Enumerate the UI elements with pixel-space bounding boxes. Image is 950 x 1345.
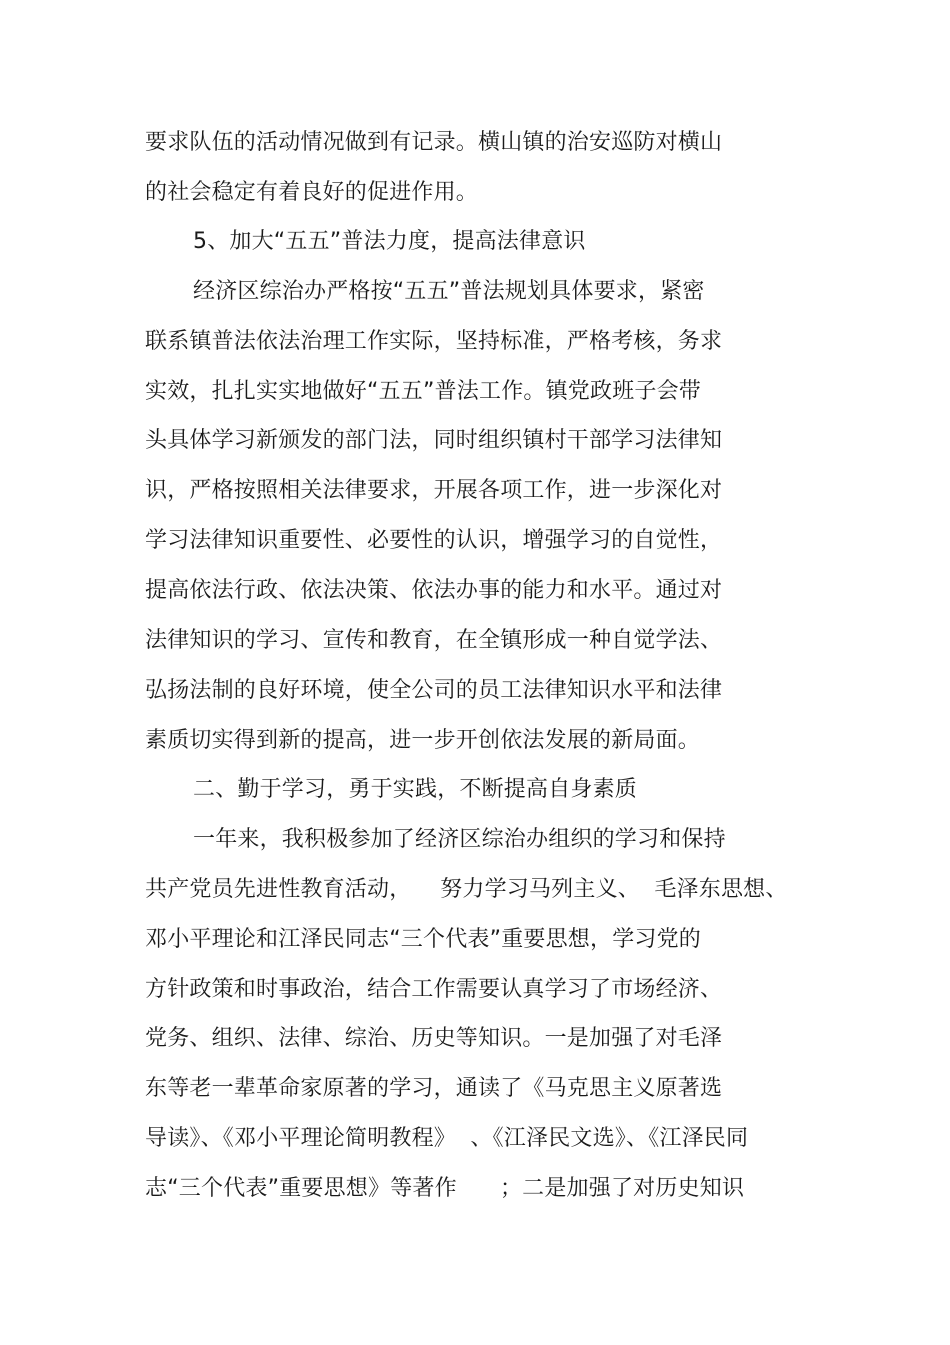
text-line: 党务、组织、法律、综治、历史等知识。一是加强了对毛泽 bbox=[145, 1026, 723, 1051]
section-heading: 5、加大“五五”普法力度，提高法律意识 bbox=[193, 229, 586, 254]
text-line: 学习法律知识重要性、必要性的认识，增强学习的自觉性， bbox=[145, 528, 723, 553]
text-line: 邓小平理论和江泽民同志“三个代表”重要思想，学习党的 bbox=[145, 927, 701, 952]
text-line: 的社会稳定有着良好的促进作用。 bbox=[145, 180, 479, 205]
text-line: 方针政策和时事政治，结合工作需要认真学习了市场经济、 bbox=[145, 977, 723, 1002]
paragraph-first-line: 一年来，我积极参加了经济区综治办组织的学习和保持 bbox=[193, 827, 726, 852]
text-line: 东等老一辈革命家原著的学习，通读了《马克思主义原著选 bbox=[145, 1076, 723, 1101]
text-line: 识，严格按照相关法律要求，开展各项工作，进一步深化对 bbox=[145, 478, 723, 503]
text-line: 联系镇普法依法治理工作实际，坚持标准，严格考核，务求 bbox=[145, 329, 723, 354]
text-line: 提高依法行政、依法决策、依法办事的能力和水平。通过对 bbox=[145, 578, 723, 603]
text-line: 头具体学习新颁发的部门法，同时组织镇村干部学习法律知 bbox=[145, 428, 723, 453]
text-line: 法律知识的学习、宣传和教育，在全镇形成一种自觉学法、 bbox=[145, 628, 723, 653]
text-line: 实效，扎扎实实地做好“五五”普法工作。镇党政班子会带 bbox=[145, 379, 701, 404]
text-line: 素质切实得到新的提高，进一步开创依法发展的新局面。 bbox=[145, 728, 701, 753]
text-line: 要求队伍的活动情况做到有记录。横山镇的治安巡防对横山 bbox=[145, 130, 723, 155]
text-line: 导读》、《邓小平理论简明教程》 、《江泽民文选》、《江泽民同 bbox=[145, 1126, 749, 1151]
section-heading: 二、勤于学习，勇于实践，不断提高自身素质 bbox=[193, 777, 638, 802]
paragraph-first-line: 经济区综治办严格按“五五”普法规划具体要求，紧密 bbox=[193, 279, 705, 304]
text-line: 共产党员先进性教育活动， 努力学习马列主义、 毛泽东思想、 bbox=[145, 877, 788, 902]
text-line: 志“三个代表”重要思想》等著作 ；二是加强了对历史知识 bbox=[145, 1176, 745, 1201]
text-line: 弘扬法制的良好环境，使全公司的员工法律知识水平和法律 bbox=[145, 678, 723, 703]
